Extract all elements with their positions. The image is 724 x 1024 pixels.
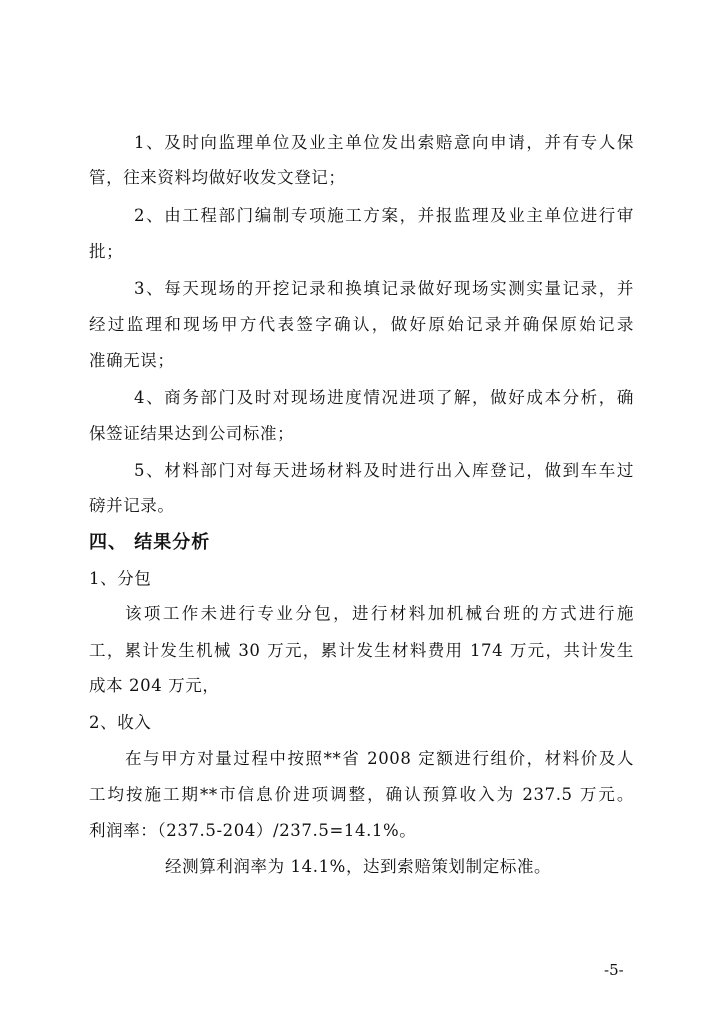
paragraph-line: 保签证结果达到公司标准； bbox=[89, 424, 295, 443]
paragraph-line: 磅并记录。 bbox=[89, 496, 175, 515]
paragraph-line: 经过监理和现场甲方代表签字确认，做好原始记录并确保原始记录 bbox=[89, 315, 634, 334]
paragraph-line: 3、每天现场的开挖记录和换填记录做好现场实测实量记录，并 bbox=[134, 279, 634, 298]
paragraph-line: 准确无误； bbox=[89, 351, 175, 370]
profit-formula: 利润率：（237.5-204）/237.5=14.1%。 bbox=[89, 821, 417, 840]
conclusion-line: 经测算利润率为 14.1%，达到索赔策划制定标准。 bbox=[165, 857, 552, 876]
paragraph-line: 成本 204 万元， bbox=[89, 676, 220, 695]
paragraph-line: 5、材料部门对每天进场材料及时进行出入库登记，做到车车过 bbox=[134, 461, 634, 480]
paragraph-line: 2、由工程部门编制专项施工方案，并报监理及业主单位进行审 bbox=[134, 206, 634, 225]
paragraph-line: 工，累计发生机械 30 万元，累计发生材料费用 174 万元，共计发生 bbox=[89, 641, 634, 660]
paragraph-line: 1、及时向监理单位及业主单位发出索赔意向申请，并有专人保 bbox=[134, 133, 634, 152]
paragraph-line: 工均按施工期**市信息价进项调整，确认预算收入为 237.5 万元。 bbox=[89, 785, 634, 804]
subsection-title: 1、分包 bbox=[89, 569, 152, 588]
paragraph-line: 管，往来资料均做好收发文登记； bbox=[89, 168, 346, 187]
paragraph-line: 在与甲方对量过程中按照**省 2008 定额进行组价，材料价及人 bbox=[125, 749, 634, 768]
paragraph-line: 该项工作未进行专业分包，进行材料加机械台班的方式进行施 bbox=[125, 604, 634, 623]
paragraph-line: 4、商务部门及时对现场进度情况进项了解，做好成本分析，确 bbox=[134, 388, 634, 407]
page-number: -5- bbox=[604, 961, 624, 979]
section-heading: 四、 结果分析 bbox=[89, 532, 211, 553]
subsection-title: 2、收入 bbox=[89, 713, 152, 732]
paragraph-line: 批； bbox=[89, 242, 124, 261]
